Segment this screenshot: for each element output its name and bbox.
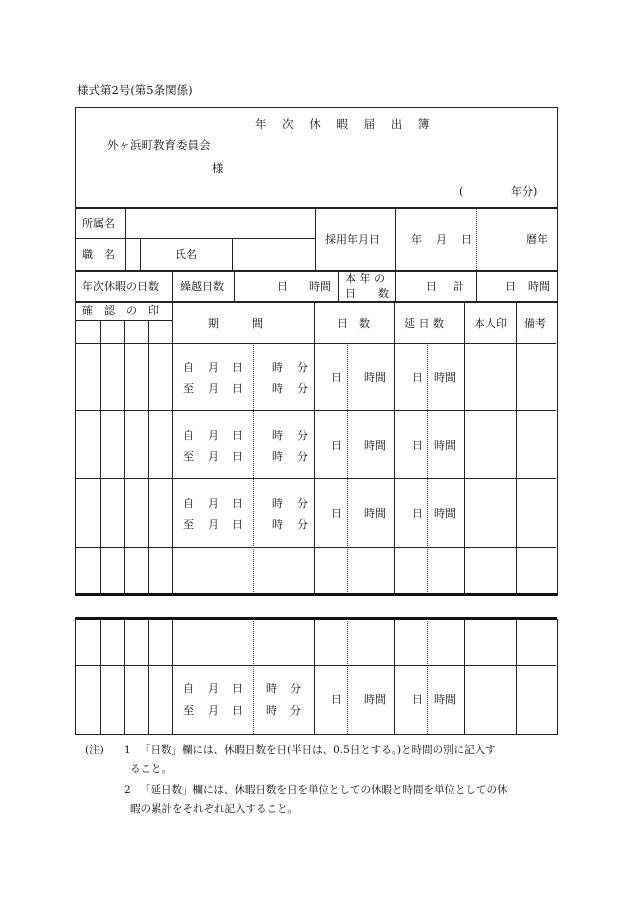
break-line-top [75,593,557,596]
kakunin-header: 確 認 の 印 [82,304,159,317]
kei-label: 計 [453,280,464,293]
year-label: 年分) [511,185,538,198]
note-1-line-2: ること。 [130,763,172,775]
addressee: 外ヶ浜町教育委員会 [107,138,211,152]
note-1-line-1: 「日数」欄には、休暇日数を日(半日は、0.5日とする。)と時間の別に記入す [140,744,496,756]
nenji-days-label: 年次休暇の日数 [82,280,159,293]
kurikoshi-label: 繰越日数 [180,280,224,293]
form-label: 様式第2号(第5条関係) [77,83,193,97]
note-2-line-2: 暇の累計をそれぞれ記入すること。 [130,803,298,815]
addressee-honorific: 様 [212,161,224,175]
rekinen-label: 暦年 [526,233,548,246]
honnin-header: 本人印 [474,317,507,330]
form-title: 年 次 休 暇 届 出 簿 [255,117,436,131]
shimei-label: 氏名 [175,248,197,261]
info-box [75,207,558,272]
honnen-bottom: 日 数 [345,287,389,300]
kei-hour: 時間 [528,280,550,293]
year-paren: ( [459,185,464,198]
shokumei-label: 職 名 [82,248,115,261]
biko-header: 備考 [524,317,546,330]
honnen-top: 本 年 の [345,272,385,285]
note-2-number: 2 [124,784,131,796]
nobe-header: 延 日 数 [404,317,444,330]
nen-label: 年 [411,233,422,246]
tsuki-label: 月 [436,233,447,246]
note-prefix: (注) [85,744,104,756]
honnen-day: 日 [426,280,437,293]
note-1-number: 1 [124,744,131,756]
kurikoshi-hour: 時間 [309,280,331,293]
nissu-header: 日 数 [337,317,370,330]
note-2-line-1: 「延日数」欄には、休暇日数を日を単位としての休暇と時間を単位としての休 [140,784,508,796]
kikan-header: 期 間 [208,317,263,330]
saiyo-label: 採用年月日 [325,233,380,246]
kurikoshi-day: 日 [277,280,288,293]
hi-label: 日 [461,233,472,246]
kei-day: 日 [505,280,516,293]
shozoku-label: 所属名 [82,217,115,230]
